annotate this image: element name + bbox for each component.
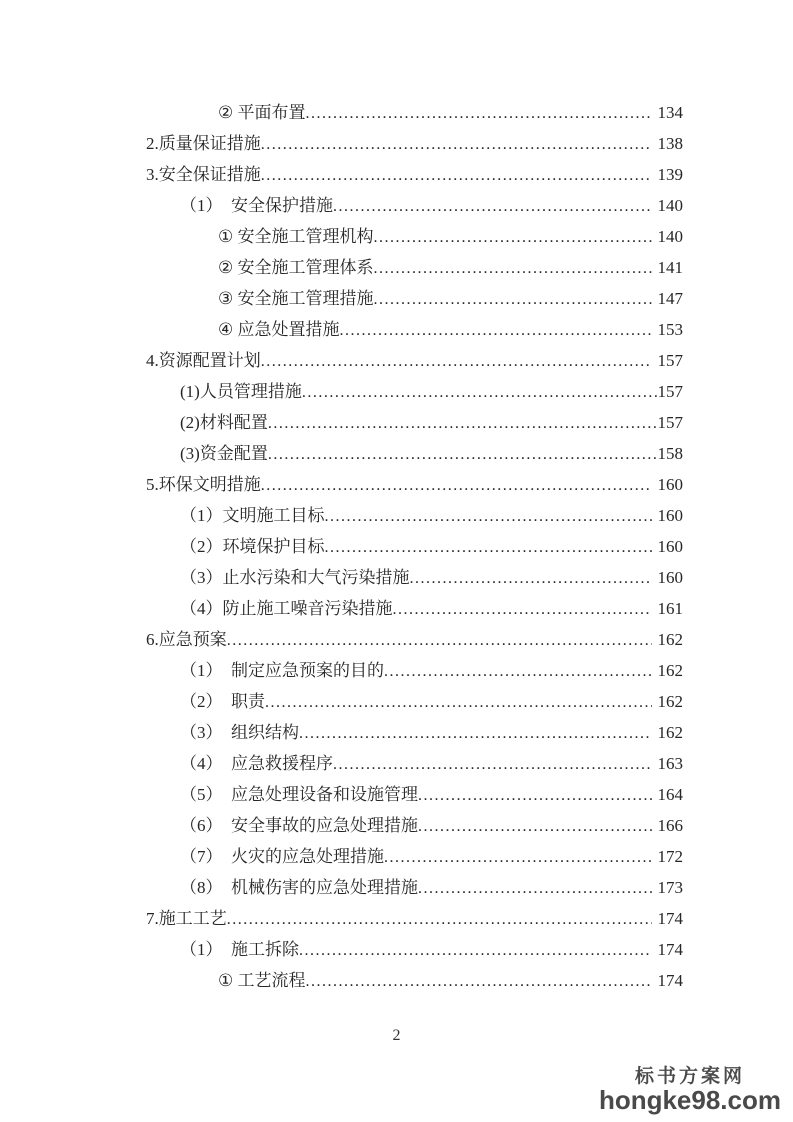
toc-entry-page-number: 157	[657, 382, 683, 401]
toc-dot-leader	[340, 314, 652, 346]
toc-entry-label: （2）环境保护目标	[180, 537, 325, 556]
table-of-contents	[146, 97, 683, 996]
toc-entry-page-number: 147	[657, 289, 683, 308]
toc-entry-label: （5） 应急处理设备和设施管理	[180, 785, 418, 804]
toc-dot-leader	[418, 779, 652, 811]
toc-row	[146, 314, 683, 345]
toc-entry-page-number: 158	[657, 444, 683, 463]
toc-entry-page-number: 160	[657, 568, 683, 587]
toc-entry-page-number: 164	[657, 785, 683, 804]
toc-entry-label: ① 工艺流程	[218, 971, 306, 990]
toc-dot-leader	[393, 593, 652, 625]
toc-row	[146, 345, 683, 376]
toc-entry-label: ③ 安全施工管理措施	[218, 289, 374, 308]
toc-entry-page-number: 141	[657, 258, 683, 277]
toc-entry-label: （2） 职责	[180, 692, 265, 711]
toc-dot-leader	[299, 717, 652, 749]
toc-entry-page-number: 162	[657, 630, 683, 649]
watermark	[599, 1067, 781, 1114]
toc-row	[146, 190, 683, 221]
toc-dot-leader	[374, 252, 652, 284]
toc-row	[146, 810, 683, 841]
toc-entry-page-number: 153	[657, 320, 683, 339]
toc-entry-page-number: 140	[657, 227, 683, 246]
toc-entry-label: （8） 机械伤害的应急处理措施	[180, 878, 418, 897]
toc-row	[146, 407, 683, 438]
toc-row	[146, 624, 683, 655]
toc-dot-leader	[299, 934, 652, 966]
toc-entry-label: 5.环保文明措施	[146, 475, 261, 494]
toc-entry-label: (2)材料配置	[180, 413, 268, 432]
toc-dot-leader	[302, 376, 657, 408]
toc-dot-leader	[265, 686, 652, 718]
toc-entry-label: （4） 应急救援程序	[180, 754, 333, 773]
toc-entry-label: (1)人员管理措施	[180, 382, 302, 401]
toc-entry-page-number: 172	[657, 847, 683, 866]
toc-entry-label: （7） 火灾的应急处理措施	[180, 847, 384, 866]
toc-dot-leader	[227, 903, 652, 935]
toc-row	[146, 438, 683, 469]
toc-entry-label: 4.资源配置计划	[146, 351, 261, 370]
toc-entry-label: 3.安全保证措施	[146, 165, 261, 184]
toc-row	[146, 128, 683, 159]
toc-entry-page-number: 140	[657, 196, 683, 215]
toc-entry-label: （1） 安全保护措施	[180, 196, 333, 215]
toc-dot-leader	[227, 624, 652, 656]
toc-row	[146, 562, 683, 593]
toc-entry-page-number: 134	[657, 103, 683, 122]
toc-entry-label: ① 安全施工管理机构	[218, 227, 374, 246]
toc-row	[146, 686, 683, 717]
toc-row	[146, 934, 683, 965]
toc-dot-leader	[306, 97, 652, 129]
toc-entry-page-number: 157	[657, 413, 683, 432]
toc-entry-page-number: 162	[657, 661, 683, 680]
toc-row	[146, 748, 683, 779]
toc-entry-label: （4）防止施工噪音污染措施	[180, 599, 393, 618]
toc-row	[146, 97, 683, 128]
toc-entry-page-number: 174	[657, 971, 683, 990]
toc-entry-label: (3)资金配置	[180, 444, 268, 463]
toc-entry-page-number: 163	[657, 754, 683, 773]
toc-dot-leader	[333, 190, 652, 222]
toc-entry-label: ④ 应急处置措施	[218, 320, 340, 339]
toc-entry-page-number: 161	[657, 599, 683, 618]
toc-dot-leader	[374, 221, 652, 253]
toc-entry-label: （1） 施工拆除	[180, 940, 299, 959]
toc-entry-page-number: 162	[657, 692, 683, 711]
toc-dot-leader	[410, 562, 652, 594]
toc-row	[146, 283, 683, 314]
toc-row	[146, 500, 683, 531]
toc-row	[146, 903, 683, 934]
toc-dot-leader	[261, 345, 652, 377]
toc-row	[146, 221, 683, 252]
toc-dot-leader	[418, 810, 652, 842]
toc-entry-label: （3） 组织结构	[180, 723, 299, 742]
toc-dot-leader	[306, 965, 652, 997]
toc-entry-label: 7.施工工艺	[146, 909, 227, 928]
toc-dot-leader	[261, 128, 652, 160]
toc-entry-page-number: 166	[657, 816, 683, 835]
toc-entry-label: （6） 安全事故的应急处理措施	[180, 816, 418, 835]
toc-dot-leader	[268, 407, 657, 439]
watermark-site-url: hongke98.com	[598, 1084, 781, 1115]
toc-dot-leader	[384, 841, 652, 873]
footer-page-number: 2	[392, 1027, 401, 1044]
toc-entry-page-number: 160	[657, 537, 683, 556]
toc-row	[146, 469, 683, 500]
toc-row	[146, 872, 683, 903]
toc-dot-leader	[374, 283, 652, 315]
toc-entry-page-number: 160	[657, 506, 683, 525]
toc-dot-leader	[261, 469, 652, 501]
toc-row	[146, 159, 683, 190]
toc-row	[146, 531, 683, 562]
toc-entry-page-number: 174	[657, 909, 683, 928]
toc-dot-leader	[325, 531, 652, 563]
watermark-site-name: 标书方案网	[634, 1065, 745, 1087]
toc-entry-page-number: 157	[657, 351, 683, 370]
toc-entry-label: 2.质量保证措施	[146, 134, 261, 153]
toc-entry-label: 6.应急预案	[146, 630, 227, 649]
toc-row	[146, 841, 683, 872]
toc-dot-leader	[261, 159, 652, 191]
toc-entry-page-number: 173	[657, 878, 683, 897]
toc-entry-page-number: 162	[657, 723, 683, 742]
toc-dot-leader	[384, 655, 652, 687]
toc-row	[146, 655, 683, 686]
toc-dot-leader	[325, 500, 652, 532]
toc-entry-label: （3）止水污染和大气污染措施	[180, 568, 410, 587]
toc-row	[146, 779, 683, 810]
toc-entry-label: （1） 制定应急预案的目的	[180, 661, 384, 680]
toc-row	[146, 965, 683, 996]
toc-row	[146, 593, 683, 624]
toc-row	[146, 252, 683, 283]
toc-dot-leader	[418, 872, 652, 904]
toc-dot-leader	[268, 438, 657, 470]
toc-dot-leader	[333, 748, 652, 780]
toc-entry-page-number: 139	[657, 165, 683, 184]
toc-entry-label: ② 平面布置	[218, 103, 306, 122]
toc-row	[146, 376, 683, 407]
toc-entry-page-number: 138	[657, 134, 683, 153]
toc-row	[146, 717, 683, 748]
toc-entry-label: （1）文明施工目标	[180, 506, 325, 525]
toc-entry-page-number: 160	[657, 475, 683, 494]
toc-entry-page-number: 174	[657, 940, 683, 959]
toc-entry-label: ② 安全施工管理体系	[218, 258, 374, 277]
